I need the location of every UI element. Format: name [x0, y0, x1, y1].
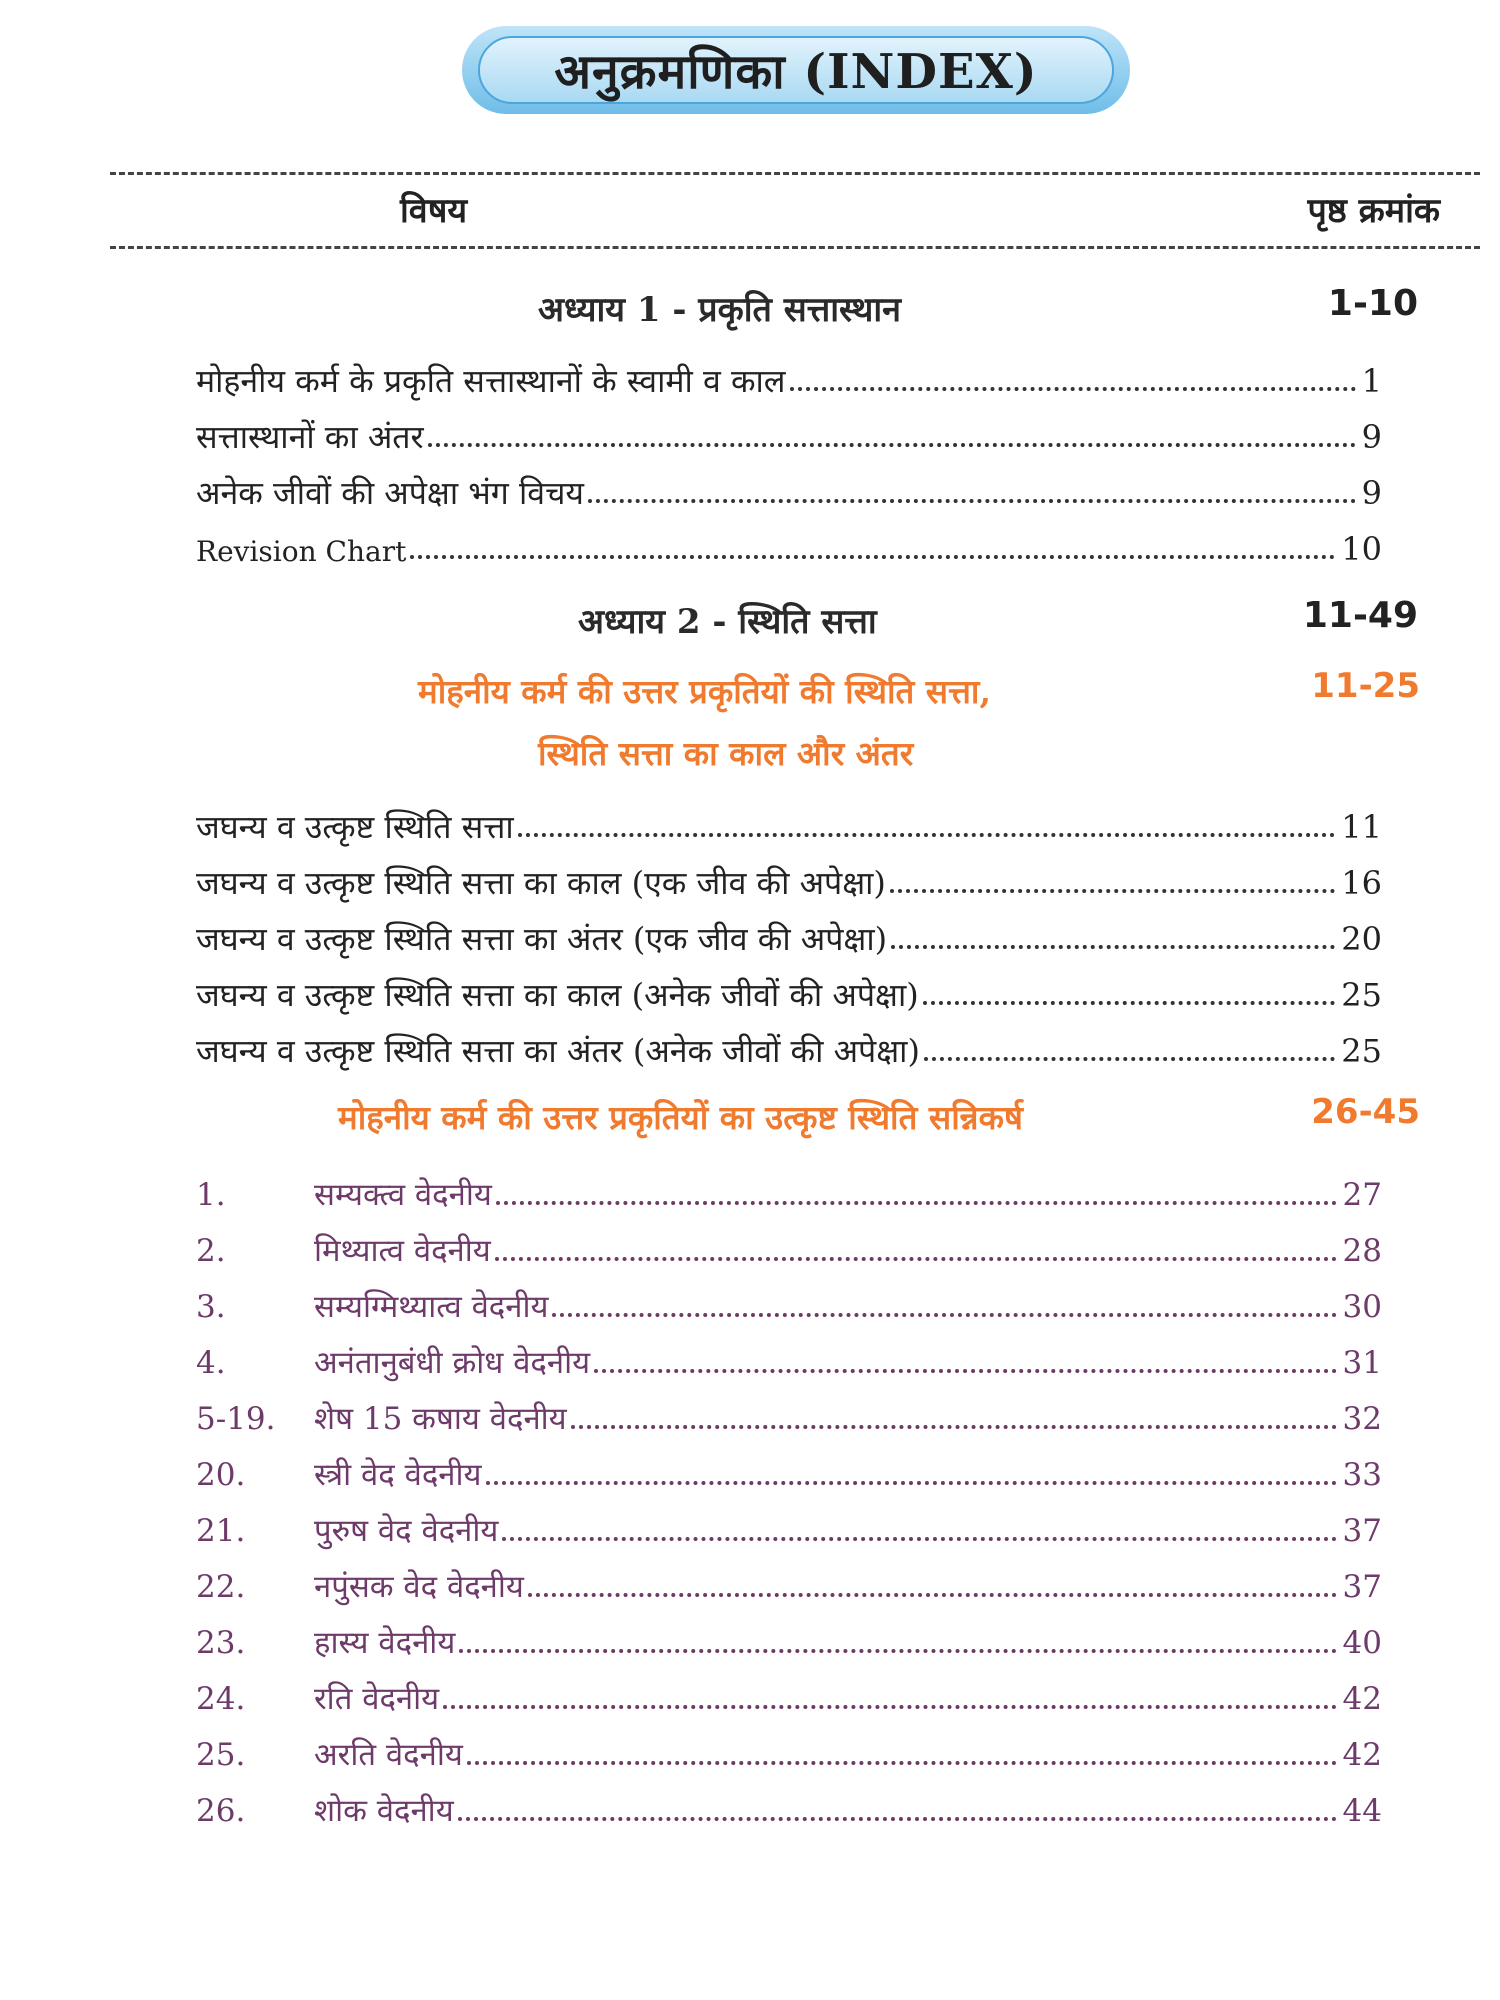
entry-number: 25.	[196, 1737, 246, 1774]
entry-page: 9	[1361, 474, 1382, 513]
dot-leader	[528, 1593, 1337, 1597]
entry-number: 2.	[196, 1233, 226, 1270]
title-banner	[462, 26, 1130, 114]
dot-leader	[594, 1369, 1336, 1373]
dot-leader	[410, 555, 1335, 559]
toc-entry[interactable]	[196, 406, 1382, 456]
entry-page: 11	[1341, 808, 1382, 847]
entry-number: 22.	[196, 1569, 246, 1606]
entry-page: 37	[1342, 1513, 1382, 1550]
numbered-toc-entry[interactable]	[196, 1500, 1382, 1550]
dot-leader	[890, 889, 1335, 893]
numbered-toc-entry[interactable]	[196, 1220, 1382, 1270]
chapter-1-title: अध्याय 1 - प्रकृति सत्तास्थान	[538, 290, 901, 330]
entry-text: स्त्री वेद वेदनीय	[314, 1457, 482, 1494]
entry-page: 31	[1342, 1345, 1382, 1382]
entry-text: रति वेदनीय	[314, 1681, 440, 1718]
entry-number: 5-19.	[196, 1401, 276, 1438]
numbered-toc-entry[interactable]	[196, 1612, 1382, 1662]
entry-text: नपुंसक वेद वेदनीय	[314, 1569, 524, 1606]
entry-text: अनेक जीवों की अपेक्षा भंग विचय	[196, 474, 584, 513]
numbered-toc-entry[interactable]	[196, 1724, 1382, 1774]
entry-page: 30	[1342, 1289, 1382, 1326]
entry-page: 1	[1361, 362, 1382, 401]
entry-page: 37	[1342, 1569, 1382, 1606]
entry-page: 25	[1341, 1032, 1382, 1071]
entry-page: 33	[1342, 1457, 1382, 1494]
dot-leader	[924, 1057, 1335, 1061]
dot-leader	[496, 1201, 1337, 1205]
numbered-toc-entry[interactable]	[196, 1332, 1382, 1382]
entry-number: 20.	[196, 1457, 246, 1494]
entry-page: 27	[1342, 1177, 1382, 1214]
entry-number: 4.	[196, 1345, 226, 1382]
toc-entry[interactable]	[196, 518, 1382, 568]
dot-leader	[552, 1313, 1336, 1317]
dot-leader	[428, 443, 1356, 447]
toc-entry[interactable]	[196, 908, 1382, 958]
page-title: अनुक्रमणिका (INDEX)	[554, 43, 1038, 100]
header-top-divider	[110, 172, 1480, 175]
entry-text: जघन्य व उत्कृष्ट स्थिति सत्ता का काल (एक जीव की अपेक्षा)	[196, 864, 886, 903]
numbered-toc-entry[interactable]	[196, 1164, 1382, 1214]
entry-page: 44	[1342, 1793, 1382, 1830]
entry-number: 1.	[196, 1177, 226, 1214]
chapter-2-title: अध्याय 2 - स्थिति सत्ता	[578, 602, 877, 642]
entry-text: जघन्य व उत्कृष्ट स्थिति सत्ता	[196, 808, 514, 847]
banner-inner-frame	[478, 36, 1114, 104]
dot-leader	[502, 1537, 1336, 1541]
entry-page: 32	[1342, 1401, 1382, 1438]
chapter-1-pages: 1-10	[1327, 283, 1418, 324]
entry-text: अनंतानुबंधी क्रोध वेदनीय	[314, 1345, 591, 1382]
entry-text: मोहनीय कर्म के प्रकृति सत्तास्थानों के स्वामी व काल	[196, 362, 786, 401]
entry-page: 42	[1342, 1681, 1382, 1718]
section-1-title-line2: स्थिति सत्ता का काल और अंतर	[538, 734, 914, 773]
subject-column-header: विषय	[400, 191, 468, 231]
header-bottom-divider	[110, 246, 1480, 249]
entry-page: 10	[1341, 530, 1382, 569]
dot-leader	[588, 499, 1356, 503]
entry-page: 20	[1341, 920, 1382, 959]
numbered-toc-entry[interactable]	[196, 1444, 1382, 1494]
section-1-pages: 11-25	[1311, 666, 1420, 706]
entry-text: सम्यग्मिथ्यात्व वेदनीय	[314, 1289, 549, 1326]
section-2-title: मोहनीय कर्म की उत्तर प्रकृतियों का उत्कृष्ट स्थिति सन्निकर्ष	[338, 1098, 1023, 1137]
entry-text: जघन्य व उत्कृष्ट स्थिति सत्ता का अंतर (एक जीव की अपेक्षा)	[196, 920, 888, 959]
toc-entry[interactable]	[196, 852, 1382, 902]
entry-text: अरति वेदनीय	[314, 1737, 463, 1774]
entry-text: Revision Chart	[196, 534, 407, 568]
entry-text: मिथ्यात्व वेदनीय	[314, 1233, 491, 1270]
entry-number: 3.	[196, 1289, 226, 1326]
chapter-2-pages: 11-49	[1302, 595, 1418, 636]
numbered-toc-entry[interactable]	[196, 1388, 1382, 1438]
toc-entry[interactable]	[196, 1020, 1382, 1070]
entry-number: 21.	[196, 1513, 246, 1550]
entry-page: 42	[1342, 1737, 1382, 1774]
dot-leader	[891, 945, 1335, 949]
entry-page: 16	[1341, 864, 1382, 903]
numbered-toc-entry[interactable]	[196, 1556, 1382, 1606]
dot-leader	[790, 387, 1356, 391]
toc-entry[interactable]	[196, 796, 1382, 846]
entry-number: 24.	[196, 1681, 246, 1718]
dot-leader	[571, 1425, 1337, 1429]
entry-text: पुरुष वेद वेदनीय	[314, 1513, 499, 1550]
dot-leader	[486, 1481, 1337, 1485]
dot-leader	[443, 1705, 1336, 1709]
entry-text: जघन्य व उत्कृष्ट स्थिति सत्ता का काल (अनेक जीवों की अपेक्षा)	[196, 976, 919, 1015]
dot-leader	[458, 1817, 1337, 1821]
entry-number: 26.	[196, 1793, 246, 1830]
entry-number: 23.	[196, 1625, 246, 1662]
toc-entry[interactable]	[196, 462, 1382, 512]
section-2-pages: 26-45	[1311, 1092, 1420, 1132]
dot-leader	[923, 1001, 1336, 1005]
entry-text: हास्य वेदनीय	[314, 1625, 456, 1662]
entry-text: सत्तास्थानों का अंतर	[196, 418, 424, 457]
page-number-column-header: पृष्ठ क्रमांक	[1307, 191, 1440, 231]
numbered-toc-entry[interactable]	[196, 1668, 1382, 1718]
dot-leader	[518, 833, 1336, 837]
entry-text: शोक वेदनीय	[314, 1793, 454, 1830]
entry-page: 28	[1342, 1233, 1382, 1270]
numbered-toc-entry[interactable]	[196, 1276, 1382, 1326]
entry-text: जघन्य व उत्कृष्ट स्थिति सत्ता का अंतर (अनेक जीवों की अपेक्षा)	[196, 1032, 920, 1071]
entry-text: शेष 15 कषाय वेदनीय	[314, 1401, 567, 1438]
dot-leader	[467, 1761, 1337, 1765]
entry-page: 40	[1342, 1625, 1382, 1662]
toc-entry[interactable]	[196, 350, 1382, 400]
toc-entry[interactable]	[196, 964, 1382, 1014]
section-1-title-line1: मोहनीय कर्म की उत्तर प्रकृतियों की स्थिति सत्ता,	[418, 672, 991, 711]
entry-text: सम्यक्त्व वेदनीय	[314, 1177, 492, 1214]
entry-page: 25	[1341, 976, 1382, 1015]
dot-leader	[495, 1257, 1337, 1261]
numbered-toc-entry[interactable]	[196, 1780, 1382, 1830]
dot-leader	[459, 1649, 1336, 1653]
entry-page: 9	[1361, 418, 1382, 457]
